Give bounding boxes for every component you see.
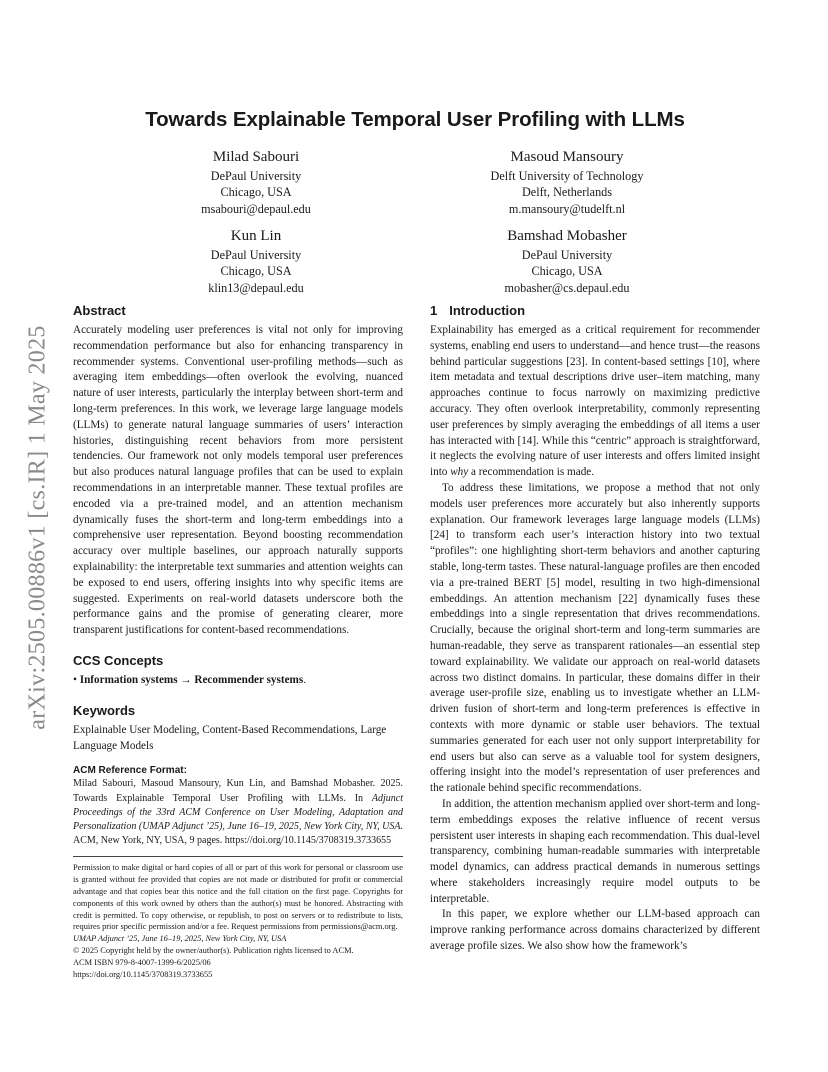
author-affiliation: DePaul University [521,248,613,262]
intro-paragraph-1-start: Explainability has emerged as a critical requirement for recommender systems, enabling end users to understand—and hence trust—the reasons behind particular suggestions [23]. In content-based settings [10], where item metadata and textual descriptions drive user–item matching, many approaches continue to focus narrowly on maximizing predictive accuracy. They often overlook interpretability, commonly representing user preferences by simply averaging the embeddings of all items a user has interacted with [14]. While this “centric” approach is straightforward, it neglects the evolving nature of user interests and offers limited insight into [430,324,760,479]
intro-paragraph-2: To address these limitations, we propose a method that not only models user preferences more accurately but also inherently supports explanation. Our framework leverages large language models (LLMs) [24] to transform each user’s interaction history into two textual “profiles”: one highlighting short-term behaviors and another capturing stable, long-term tastes. These natural-language profiles are then encoded via a pre-trained BERT [5] model, resulting in two high-dimensional embeddings. An attention mechanism [22] dynamically fuses these embeddings into a single representation that drives recommendations. Crucially, because the original short-term and long-term summaries are human-readable, they serve as transparent rationales—an essential step toward explainability. We validate our approach on real-world datasets across two distinct domains. In particular, these domains differ in their average user-profile size, enabling us to investigate whether an LLM-driven fusion of short-term and long-term preferences is effective in contexts with more dynamic or stable user behaviors. The textual summaries generated for each user not only support interpretability for end users but also can serve as a valuable tool for system designers, offering insight into the model’s representation of user preferences and the rationale behind specific recommendations. [430,481,760,795]
arxiv-stamp-text: arXiv:2505.00886v1 [cs.IR] 1 May 2025 [24,325,51,730]
author-name: Bamshad Mobasher [507,228,627,244]
author-name: Milad Sabouri [212,149,300,165]
intro-paragraph-4: In this paper, we explore whether our LLM-based approach can improve ranking performance across domains characterized by different average profile sizes. We also show how the framework’s [430,908,760,953]
acm-reference-authors: Milad Sabouri, Masoud Mansoury, Kun Lin, and Bamshad Mobasher. 2025. Towards Explainable Temporal User Profiling with LLMs. In [73,778,403,804]
author-affiliation: DePaul University [210,169,302,183]
intro-emphasis: why [450,466,469,479]
author-block [126,148,386,217]
permission-notice [73,862,403,980]
ccs-bullet: • [73,673,77,686]
footnote-divider [73,856,403,857]
abstract-heading: Abstract [73,303,126,318]
ccs-heading: CCS Concepts [73,652,164,668]
author-affiliation: Delft University of Technology [490,169,644,183]
left-column [73,302,403,980]
intro-paragraph-1 [430,323,760,481]
doi-link[interactable]: https://doi.org/10.1145/3708319.3733655 [73,969,213,979]
ccs-term-secondary: Recommender systems [194,673,304,686]
introduction-heading [430,302,760,320]
permission-text: Permission to make digital or hard copies of all or part of this work for personal or classroom use is granted without fee provided that copies are not made or distributed for profit or commercial advantage and that copies bear this notice and the full citation on the first page. Copyrights for components of this work owned by others than the author(s) must be honored. Abstracting with credit is permitted. To copy otherwise, or republish, to post on servers or to redistribute to lists, requires prior specific permission and/or a fee. Request permissions from permissions@acm.org. [73,863,403,932]
author-email[interactable]: m.mansoury@tudelft.nl [508,201,626,216]
permission-venue: UMAP Adjunct ’25, June 16–19, 2025, New York City, NY, USA [73,934,287,944]
keywords-text: Explainable User Modeling, Content-Based Recommendations, Large Language Models [73,723,387,752]
section-title: Introduction [449,303,526,318]
intro-paragraph-3: In addition, the attention mechanism applied over short-term and long-term embeddings exposes the relative influence of recent versus persistent user interests in shaping each recommendation. This dual-level transparency, combining human-readable summaries with interpretable model dynamics, can address practical demands in numerous settings where stakeholders increasingly require model outputs to be interpretable. [430,797,760,905]
arxiv-stamp [22,295,54,760]
ccs-concepts [73,673,403,689]
copyright-line: © 2025 Copyright held by the owner/author(s). Publication rights licensed to ACM. [73,945,354,955]
author-name: Masoud Mansoury [510,149,624,165]
ccs-period: . [303,673,307,686]
author-location: Chicago, USA [531,264,603,279]
keywords-heading: Keywords [73,702,136,718]
author-email[interactable]: klin13@depaul.edu [208,280,304,295]
acm-reference-heading: ACM Reference Format: [73,765,187,777]
intro-paragraph-1-end: a recommendation is made. [468,466,595,479]
isbn-line: ACM ISBN 979-8-4007-1399-6/2025/06 [73,957,211,967]
author-email[interactable]: mobasher@cs.depaul.edu [504,280,630,295]
abstract-text: Accurately modeling user preferences is vital not only for improving recommendation performance but also for enhancing transparency in recommender systems. Conventional user-profiling methods—such as averaging item embeddings—often overlook the evolving, nuanced nature of user interests, particularly the interplay between short-term and long-term preferences. In this work, we leverage large language models (LLMs) to generate natural language summaries of users’ interaction histories, distinguishing recent behaviors from more persistent tendencies. Our framework not only models temporal user preferences but also produces natural language profiles that can be used to explain recommendations in an interpretable manner. These textual profiles are encoded via a pre-trained model, and an attention mechanism dynamically fuses the short-term and long-term embeddings into a comprehensive user representation. Beyond boosting recommendation accuracy over multiple baselines, our approach naturally supports explainability: the interpretable text summaries and attention weights can be exposed to end users, offering insights into why specific items are suggested. Experiments on real-world datasets underscore both the performance gains and the promise of generating clearer, more transparent justifications for content-based recommendations. [73,324,403,637]
acm-reference-venue: Adjunct Proceedings of the 33rd ACM Conference on User Modeling, Adaptation and Personalization (UMAP Adjunct ’25), June 16–19, 2025, New York City, NY, USA. [73,792,403,832]
ccs-arrow: → [180,673,192,686]
author-name: Kun Lin [230,228,282,244]
paper-title: Towards Explainable Temporal User Profiling with LLMs [145,108,685,131]
author-location: Chicago, USA [220,264,292,279]
author-affiliation: DePaul University [210,248,302,262]
right-column [430,302,760,955]
acm-reference [73,777,403,848]
author-block [437,227,697,296]
author-location: Delft, Netherlands [521,185,613,200]
author-block [437,148,697,217]
ccs-term-primary: Information systems [79,673,178,686]
acm-reference-publisher: ACM, New York, NY, USA, 9 pages. https://doi.org/10.1145/3708319.3733655 [73,835,392,847]
author-block [126,227,386,296]
author-location: Chicago, USA [220,185,292,200]
author-email[interactable]: msabouri@depaul.edu [201,201,311,216]
section-number: 1 [430,303,438,318]
